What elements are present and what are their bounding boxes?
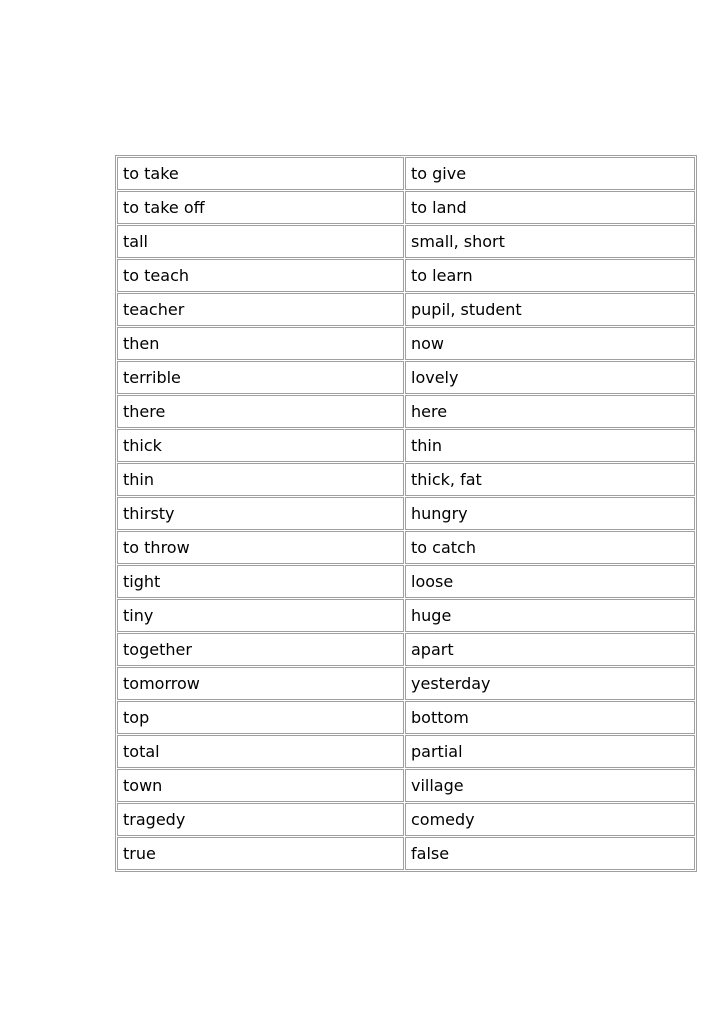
- word-cell: tomorrow: [117, 667, 404, 700]
- word-cell: top: [117, 701, 404, 734]
- table-row: [117, 735, 695, 768]
- word-cell: town: [117, 769, 404, 802]
- table-row: [117, 157, 695, 190]
- opposite-cell: yesterday: [405, 667, 695, 700]
- opposite-cell: village: [405, 769, 695, 802]
- table-row: [117, 293, 695, 326]
- word-cell: to throw: [117, 531, 404, 564]
- table-row: [117, 395, 695, 428]
- table-row: [117, 327, 695, 360]
- opposite-cell: here: [405, 395, 695, 428]
- opposite-cell: pupil, student: [405, 293, 695, 326]
- table-row: [117, 769, 695, 802]
- opposites-table-frame: [115, 155, 697, 872]
- opposite-cell: partial: [405, 735, 695, 768]
- table-row: [117, 803, 695, 836]
- opposite-cell: to give: [405, 157, 695, 190]
- opposite-cell: comedy: [405, 803, 695, 836]
- word-cell: thin: [117, 463, 404, 496]
- word-cell: together: [117, 633, 404, 666]
- word-cell: tiny: [117, 599, 404, 632]
- opposite-cell: thin: [405, 429, 695, 462]
- table-row: [117, 531, 695, 564]
- word-cell: there: [117, 395, 404, 428]
- table-row: [117, 565, 695, 598]
- table-row: [117, 667, 695, 700]
- word-cell: teacher: [117, 293, 404, 326]
- opposite-cell: loose: [405, 565, 695, 598]
- word-cell: to take off: [117, 191, 404, 224]
- opposite-cell: to land: [405, 191, 695, 224]
- opposite-cell: bottom: [405, 701, 695, 734]
- opposite-cell: small, short: [405, 225, 695, 258]
- word-cell: true: [117, 837, 404, 870]
- opposite-cell: thick, fat: [405, 463, 695, 496]
- table-row: [117, 837, 695, 870]
- table-row: [117, 259, 695, 292]
- table-row: [117, 701, 695, 734]
- table-row: [117, 361, 695, 394]
- word-cell: thirsty: [117, 497, 404, 530]
- opposite-cell: now: [405, 327, 695, 360]
- table-row: [117, 633, 695, 666]
- word-cell: tight: [117, 565, 404, 598]
- word-cell: to teach: [117, 259, 404, 292]
- word-cell: total: [117, 735, 404, 768]
- opposite-cell: to learn: [405, 259, 695, 292]
- word-cell: tall: [117, 225, 404, 258]
- word-cell: to take: [117, 157, 404, 190]
- opposite-cell: huge: [405, 599, 695, 632]
- word-cell: then: [117, 327, 404, 360]
- table-row: [117, 429, 695, 462]
- opposite-cell: to catch: [405, 531, 695, 564]
- table-row: [117, 225, 695, 258]
- opposite-cell: lovely: [405, 361, 695, 394]
- word-cell: terrible: [117, 361, 404, 394]
- opposite-cell: apart: [405, 633, 695, 666]
- opposite-cell: hungry: [405, 497, 695, 530]
- table-row: [117, 191, 695, 224]
- word-cell: thick: [117, 429, 404, 462]
- opposites-table-body: [117, 157, 695, 870]
- opposite-cell: false: [405, 837, 695, 870]
- opposites-table: [116, 156, 696, 871]
- table-row: [117, 497, 695, 530]
- word-cell: tragedy: [117, 803, 404, 836]
- table-row: [117, 599, 695, 632]
- table-row: [117, 463, 695, 496]
